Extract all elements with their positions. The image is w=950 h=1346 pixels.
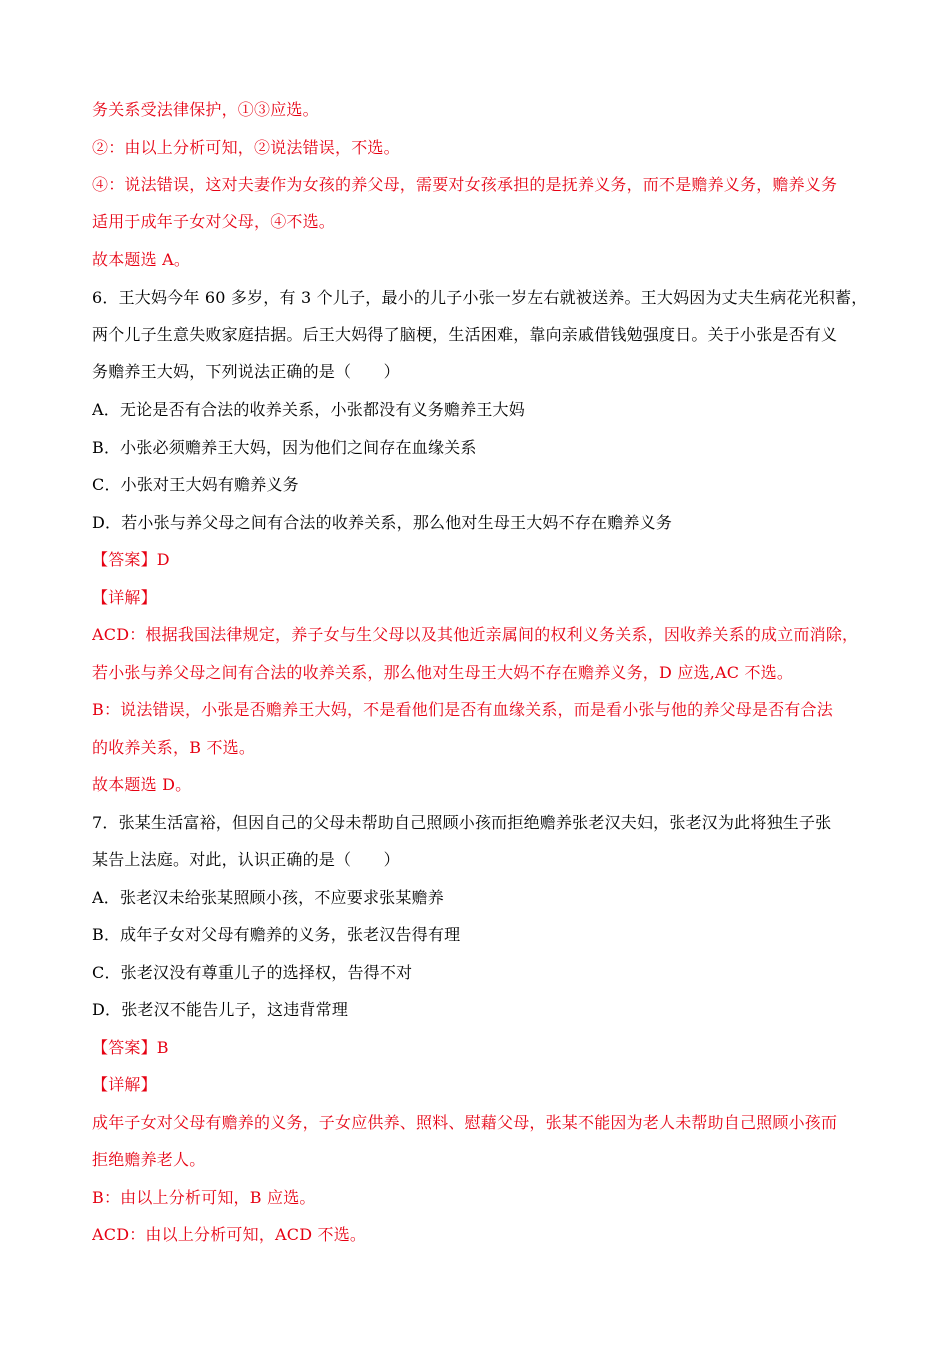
q7-explanation-line-2: 拒绝赡养老人。 bbox=[92, 1150, 206, 1169]
q6-explanation-line-4: 的收养关系，B 不选。 bbox=[92, 738, 256, 757]
prev-analysis-line-3: ④：说法错误，这对夫妻作为女孩的养父母，需要对女孩承担的是抚养义务，而不是赡养义务，赡养义务 bbox=[92, 175, 838, 194]
q6-stem-line-3: 务赡养王大妈，下列说法正确的是（ ） bbox=[92, 362, 400, 381]
prev-conclusion: 故本题选 A。 bbox=[92, 250, 191, 269]
q6-stem-line-1: 6．王大妈今年 60 多岁，有 3 个儿子，最小的儿子小张一岁左右就被送养。王大妈因为丈夫生病花光积蓄， bbox=[92, 288, 868, 307]
q7-explanation-line-3: B：由以上分析可知，B 应选。 bbox=[92, 1188, 316, 1207]
q6-stem-line-2: 两个儿子生意失败家庭拮据。后王大妈得了脑梗，生活困难，靠向亲戚借钱勉强度日。关于小张是否有义 bbox=[92, 325, 838, 344]
q6-option-c: C．小张对王大妈有赡养义务 bbox=[92, 475, 299, 494]
q6-option-a: A．无论是否有合法的收养关系，小张都没有义务赡养王大妈 bbox=[92, 400, 525, 419]
q6-option-d: D．若小张与养父母之间有合法的收养关系，那么他对生母王大妈不存在赡养义务 bbox=[92, 513, 673, 532]
q6-answer: 【答案】D bbox=[92, 550, 170, 569]
q6-detail-label: 【详解】 bbox=[92, 588, 157, 607]
q7-detail-label: 【详解】 bbox=[92, 1075, 157, 1094]
q7-option-b: B．成年子女对父母有赡养的义务，张老汉告得有理 bbox=[92, 925, 461, 944]
q7-stem-line-1: 7．张某生活富裕，但因自己的父母未帮助自己照顾小孩而拒绝赡养张老汉夫妇，张老汉为此将独生子张 bbox=[92, 813, 832, 832]
q7-stem-line-2: 某告上法庭。对此，认识正确的是（ ） bbox=[92, 850, 400, 869]
q6-explanation-line-3: B：说法错误，小张是否赡养王大妈，不是看他们是否有血缘关系，而是看小张与他的养父母是否有合法 bbox=[92, 700, 833, 719]
q6-explanation-line-1: ACD：根据我国法律规定，养子女与生父母以及其他近亲属间的权利义务关系，因收养关系的成立而消除， bbox=[92, 625, 859, 644]
q7-answer: 【答案】B bbox=[92, 1038, 169, 1057]
prev-analysis-line-1: 务关系受法律保护，①③应选。 bbox=[92, 100, 319, 119]
prev-analysis-line-2: ②：由以上分析可知，②说法错误，不选。 bbox=[92, 138, 400, 157]
prev-analysis-line-4: 适用于成年子女对父母，④不选。 bbox=[92, 212, 336, 231]
q7-option-d: D．张老汉不能告儿子，这违背常理 bbox=[92, 1000, 349, 1019]
q7-option-a: A．张老汉未给张某照顾小孩，不应要求张某赡养 bbox=[92, 888, 444, 907]
q6-conclusion: 故本题选 D。 bbox=[92, 775, 192, 794]
q6-option-b: B．小张必须赡养王大妈，因为他们之间存在血缘关系 bbox=[92, 438, 477, 457]
q7-option-c: C．张老汉没有尊重儿子的选择权，告得不对 bbox=[92, 963, 413, 982]
q7-explanation-line-1: 成年子女对父母有赡养的义务，子女应供养、照料、慰藉父母，张某不能因为老人未帮助自己照顾小孩而 bbox=[92, 1113, 838, 1132]
q7-explanation-line-4: ACD：由以上分析可知，ACD 不选。 bbox=[92, 1225, 367, 1244]
q6-explanation-line-2: 若小张与养父母之间有合法的收养关系，那么他对生母王大妈不存在赡养义务，D 应选,AC 不选。 bbox=[92, 663, 794, 682]
